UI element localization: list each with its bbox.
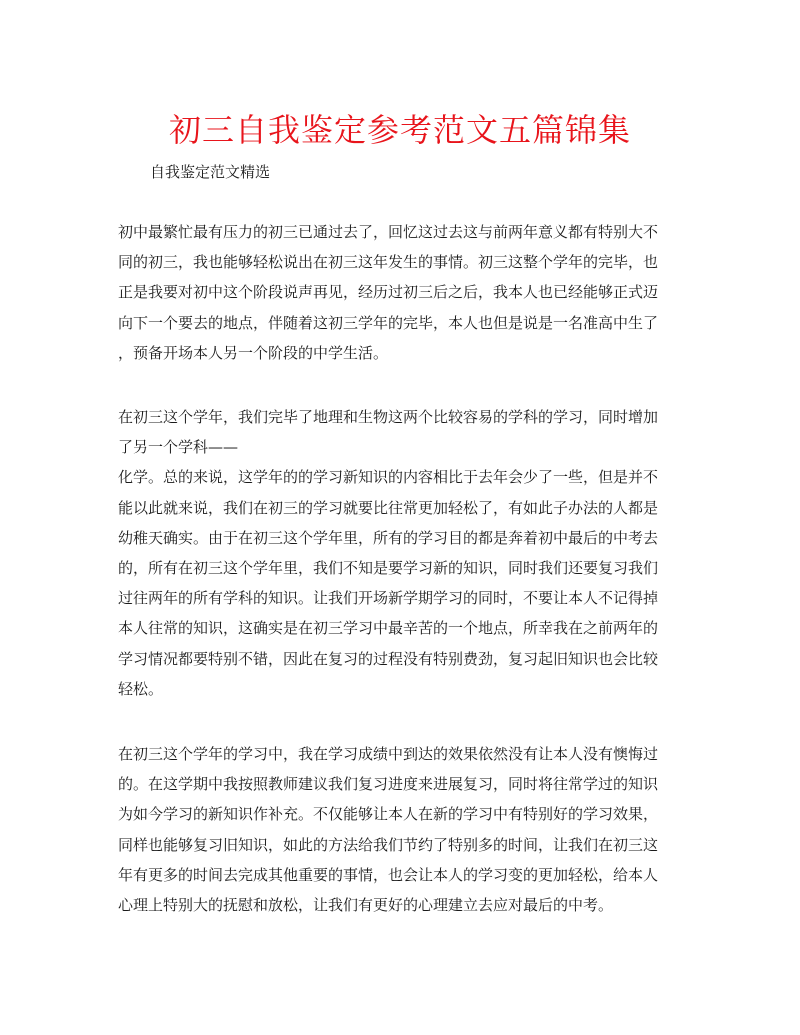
paragraph-line: 向下一个要去的地点，伴随着这初三学年的完毕，本人也但是说是一名准高中生了 (118, 313, 659, 332)
paragraph-line: 为如今学习的新知识作补充。不仅能够让本人在新的学习中有特别好的学习效果， (118, 805, 659, 824)
paragraph-line: 的。在这学期中我按照教师建议我们复习进度来进展复习，同时将往常学过的知识 (118, 775, 659, 794)
document-title: 初三自我鉴定参考范文五篇锦集 (168, 111, 631, 149)
paragraph-line: 在初三这个学年，我们完毕了地理和生物这两个比较容易的学科的学习，同时增加 (118, 408, 659, 426)
paragraph-2 (118, 402, 698, 704)
paragraph-line: 本人往常的知识，这确实是在初三学习中最辛苦的一个地点，所幸我在之前两年的 (118, 619, 659, 638)
paragraph-line: 轻松。 (118, 679, 164, 698)
paragraph-line: 心理上特别大的抚慰和放松，让我们有更好的心理建立去应对最后的中考。 (118, 896, 614, 915)
paragraph-3 (118, 739, 698, 920)
paragraph-line: 的，所有在初三这个学年里，我们不知是要学习新的知识，同时我们还要复习我们 (118, 559, 659, 578)
paragraph-line: 年有更多的时间去完成其他重要的事情，也会让本人的学习变的更加轻松，给本人 (118, 865, 659, 884)
paragraph-line: 学习情况都要特别不错，因此在复习的过程没有特别费劲，复习起旧知识也会比较 (118, 649, 659, 668)
paragraph-line: 幼稚天确实。由于在初三这个学年里，所有的学习目的都是奔着初中最后的中考去 (118, 528, 659, 547)
document-subtitle: 自我鉴定范文精选 (150, 163, 271, 181)
paragraph-line: 化学。总的来说，这学年的的学习新知识的内容相比于去年会少了一些，但是并不 (118, 468, 659, 487)
paragraph-line: 能以此就来说，我们在初三的学习就要比往常更加轻松了，有如此子办法的人都是 (118, 498, 659, 517)
paragraph-line: 初中最繁忙最有压力的初三已通过去了，回忆这过去这与前两年意义都有特别大不 (118, 223, 659, 241)
paragraph-line: 过往两年的所有学科的知识。让我们开场新学期学习的同时，不要让本人不记得掉 (118, 589, 659, 608)
paragraph-line: ，预备开场本人另一个阶段的中学生活。 (118, 343, 389, 362)
paragraph-line: 正是我要对初中这个阶段说声再见，经历过初三后之后，我本人也已经能够正式迈 (118, 283, 659, 302)
paragraph-line: 同的初三，我也能够轻松说出在初三这年发生的事情。初三这整个学年的完毕，也 (118, 253, 659, 272)
paragraph-1 (118, 217, 698, 368)
paragraph-line: 了另一个学科—— (118, 438, 239, 457)
paragraph-line: 同样也能够复习旧知识，如此的方法给我们节约了特别多的时间，让我们在初三这 (118, 835, 659, 854)
paragraph-line: 在初三这个学年的学习中，我在学习成绩中到达的效果依然没有让本人没有懊悔过 (118, 745, 659, 763)
